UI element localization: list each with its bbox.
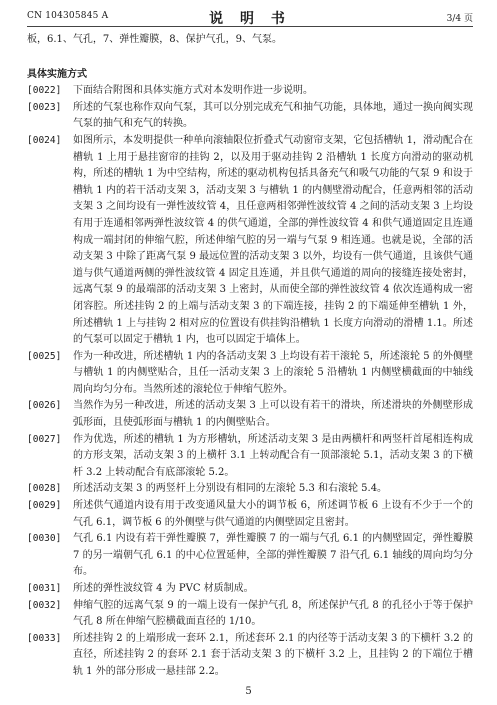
paragraph xyxy=(27,398,473,431)
paragraph-text: 所述活动支架 3 的两竖杆上分别设有相同的左滚轮 5.3 和右滚轮 5.4。 xyxy=(73,483,388,495)
paragraph-text: 当然作为另一种改进，所述的活动支架 3 上可以设有若干的滑块，所述滑块的外侧壁形成弧形面，且使弧形面与槽轨 1 的内侧壁贴合。 xyxy=(73,400,473,429)
paragraph-text: 作为一种改进，所述槽轨 1 内的各活动支架 3 上均设有若干滚轮 5，所述滚轮 5 的外侧壁与槽轨 1 的内侧壁贴合，且任一活动支架 3 上的滚轮 5 沿槽轨 1 内侧壁横截面的中轴线周向均匀分布。当然所述的滚轮位于伸缩气腔外。 xyxy=(73,350,473,395)
paragraph xyxy=(27,631,473,681)
page-number: 5 xyxy=(245,686,252,697)
document-number: CN 104305845 A xyxy=(27,11,109,21)
paragraph-number: [0022] xyxy=(27,85,62,97)
paragraph-number: [0024] xyxy=(27,134,62,146)
paragraph-number: [0031] xyxy=(27,583,62,594)
paragraph-number: [0033] xyxy=(27,632,62,644)
paragraph-text: 气孔 6.1 内设有若干弹性瓣膜 7，弹性瓣膜 7 的一端与气孔 6.1 的内侧壁固定，弹性瓣膜 7 的另一端朝气孔 6.1 的中心位置延伸，全部的弹性瓣膜 7 沿气孔 6.1 轴线的周向均匀分布。 xyxy=(73,533,473,578)
paragraph xyxy=(27,481,473,498)
paragraph-text: 如图所示，本发明提供一种单向滚轴限位折叠式气动窗帘支架，它包括槽轨 1，滑动配合在槽轨 1 上用于悬挂窗帘的挂钩 2，以及用于驱动挂钩 2 沿槽轨 1 长度方向滑动的驱动机构，所述的槽轨 1 为中空结构，所述的驱动机构包括具备充气和吸气功能的气泵 9 和设于槽轨 1 内的若干活动支架 3，活动支架 3 与槽轨 1 的内侧壁滑动配合，任意两相邻的活动支架 3 之间均设有一弹性波纹管 4，且任意两相邻弹性波纹管 4 之间的活动支架 3 上均设有用于连通相邻两弹性波纹管 4 的供气通道，全部的弹性波纹管 4 和供气通道固定且连通构成一端封闭的伸缩气腔，所述伸缩气腔的另一端与气泵 9 相连通。也就是说，全部的活动支架 3 中除了距离气泵 9 最远位置的活动支架 3 以外，均设有一供气通道，且该供气通道与供气通道两侧的弹性波纹管 4 固定且连通，并且供气通道的周向的接缝连接处密封，远离气泵 9 的最端部的活动支架 3 上密封，从而使全部的弹性波纹管 4 依次连通构成一密闭容腔。所述挂钩 2 的上端与活动支架 3 的下端连接，挂钩 2 的下端延伸至槽轨 1 外，所述槽轨 1 上与挂钩 2 相对应的位置设有供挂钩沿槽轨 1 长度方向滑动的滑槽 1.1。所述的气泵可以固定于槽轨 1 内，也可以固定于墙体上。 xyxy=(73,134,473,346)
leading-line: 板，6.1、气孔，7、弹性瓣膜，8、保护气孔，9、气泵。 xyxy=(27,34,282,45)
paragraph xyxy=(27,598,473,631)
paragraph xyxy=(27,83,473,100)
document-body xyxy=(27,32,473,681)
paragraph-number: [0027] xyxy=(27,433,62,445)
paragraph-number: [0023] xyxy=(27,101,62,113)
paragraph-text: 所述挂钩 2 的上端形成一套环 2.1，所述套环 2.1 的内径等于活动支架 3 的下横杆 3.2 的直径，所述挂钩 2 的套环 2.1 套于活动支架 3 的下横杆 3.2 上，且挂钩 2 的下端位于槽轨 1 外的部分形成一悬挂部 2.2。 xyxy=(73,632,473,677)
paragraph-number: [0029] xyxy=(27,500,62,512)
section-heading: 具体实施方式 xyxy=(27,68,87,80)
paragraph-number: [0030] xyxy=(27,533,62,545)
paragraph xyxy=(27,133,473,349)
paragraph-text: 所述供气通道内设有用于改变通风量大小的调节板 6，所述调节板 6 上设有不少于一个的气孔 6.1，调节板 6 的外侧壁与供气通道的内侧壁固定且密封。 xyxy=(73,500,473,528)
page-footer xyxy=(0,686,497,697)
paragraph-number: [0032] xyxy=(27,599,62,611)
paragraph-text: 作为优选，所述的槽轨 1 为方形槽轨，所述活动支架 3 是由两横杆和两竖杆首尾相连构成的方形支架，活动支架 3 的上横杆 3.1 上转动配合有一顶部滚轮 5.1，活动支架 3 的下横杆 3.2 上转动配合有底部滚轮 5.2。 xyxy=(73,433,473,478)
paragraph xyxy=(27,432,473,482)
paragraph xyxy=(27,531,473,581)
paragraph xyxy=(27,100,473,133)
paragraph-text: 所述的气泵也称作双向气泵，其可以分别完成充气和抽气功能，具体地，通过一换向阀实现气泵的抽气和充气的转换。 xyxy=(73,101,473,130)
paragraph-number: [0028] xyxy=(27,483,62,495)
paragraph xyxy=(27,498,473,531)
paragraph-text: 所述的弹性波纹管 4 为 PVC 材质制成。 xyxy=(73,583,254,594)
paragraph-number: [0025] xyxy=(27,350,62,362)
paragraph-text: 下面结合附图和具体实施方式对本发明作进一步说明。 xyxy=(73,85,313,97)
page-header xyxy=(27,8,473,27)
page-indicator: 3/4 页 xyxy=(446,14,473,24)
paragraph xyxy=(27,581,473,598)
document-title: 说 明 书 xyxy=(209,11,291,27)
paragraph-text: 伸缩气腔的远离气泵 9 的一端上设有一保护气孔 8，所述保护气孔 8 的孔径小于等于保护气孔 8 所在伸缩气腔横截面直径的 1/10。 xyxy=(73,599,473,628)
paragraph xyxy=(27,349,473,399)
paragraph-number: [0026] xyxy=(27,400,62,412)
